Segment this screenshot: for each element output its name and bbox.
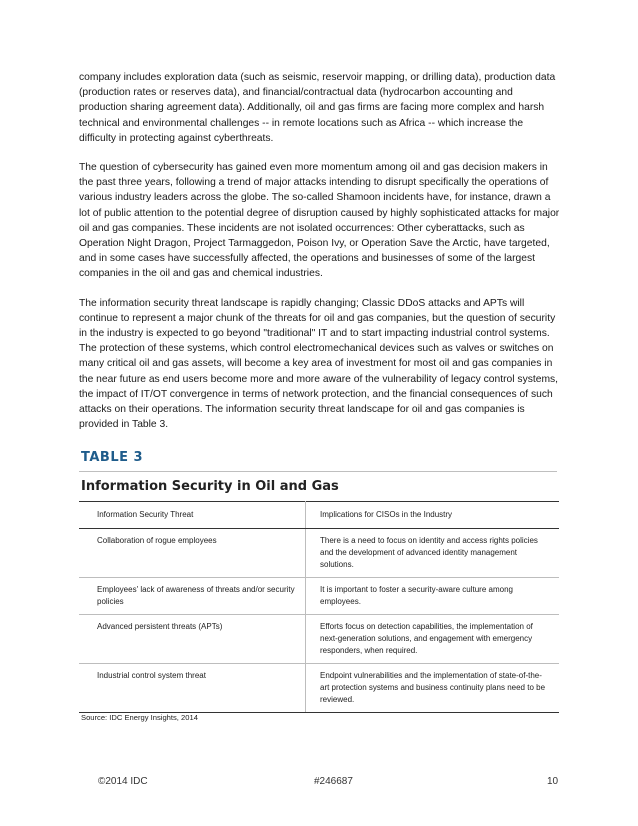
table-label: TABLE 3 <box>81 450 144 465</box>
threat-cell: Collaboration of rogue employees <box>79 529 306 578</box>
table-row <box>79 664 559 713</box>
implication-cell: Endpoint vulnerabilities and the implementation of state-of-the-art protection systems and business continuity plans need to be reviewed. <box>306 664 560 713</box>
table-row <box>79 615 559 664</box>
footer-page-number: 10 <box>547 776 559 787</box>
threat-table <box>79 501 559 713</box>
paragraph: The question of cybersecurity has gained even more momentum among oil and gas decision makers in the past three years, following a trend of major attacks intending to disrupt specifically the operations of various industry leaders across the globe. The so-called Shamoon incidents have, for instance, drawn a lot of public attention to the potential degree of disruption caused by highly sophisticated attacks for major oil and gas companies. These incidents are not isolated occurrences: Other cyberattacks, such as Operation Night Dragon, Project Tarmaggedon, Poison Ivy, or Operation Save the Arctic, have targeted, and in some cases have successfully affected, the operations and businesses of some of the largest companies in the oil and gas and chemical industries. <box>79 162 560 280</box>
divider <box>79 471 557 472</box>
column-header-implications: Implications for CISOs in the Industry <box>306 502 560 529</box>
table-row <box>79 529 559 578</box>
paragraph: The information security threat landscape is rapidly changing; Classic DDoS attacks and APTs will continue to represent a major chunk of the threats for oil and gas companies, but the question of security in the industry is expected to go beyond "traditional" IT and to start impacting industrial control systems. The protection of these systems, which control electromechanical devices such as valves or switches on many critical oil and gas assets, will become a key area of investment for most oil and gas companies in the near future as end users become more and more aware of the vulnerability of legacy control systems, the impact of IT/OT convergence in terms of network protection, and the financial consequences of such attacks on their operations. The information security threat landscape for oil and gas companies is provided in Table 3. <box>79 297 559 431</box>
table-row <box>79 578 559 615</box>
body-text <box>79 70 561 446</box>
implication-cell: It is important to foster a security-aware culture among employees. <box>306 578 560 615</box>
table-title: Information Security in Oil and Gas <box>81 479 339 494</box>
implication-cell: There is a need to focus on identity and access rights policies and the development of advanced identity management solutions. <box>306 529 560 578</box>
implication-cell: Efforts focus on detection capabilities, the implementation of next-generation solutions, and engagement with emergency responders, when required. <box>306 615 560 664</box>
threat-cell: Advanced persistent threats (APTs) <box>79 615 306 664</box>
column-header-threat: Information Security Threat <box>79 502 306 529</box>
threat-cell: Employees' lack of awareness of threats and/or security policies <box>79 578 306 615</box>
threat-cell: Industrial control system threat <box>79 664 306 713</box>
table-source: Source: IDC Energy Insights, 2014 <box>81 713 198 722</box>
footer-copyright: ©2014 IDC <box>98 776 148 787</box>
table-header-row <box>79 502 559 529</box>
paragraph: company includes exploration data (such as seismic, reservoir mapping, or drilling data), production data (production rates or reserves data), and financial/contractual data (hydrocarbon accounting and production sharing agreement data). Additionally, oil and gas firms are facing more complex and harsh technical and environmental challenges -- in remote locations such as Africa -- which increase the difficulty in protecting against cyberthreats. <box>79 72 556 144</box>
footer-doc-number: #246687 <box>314 776 353 787</box>
